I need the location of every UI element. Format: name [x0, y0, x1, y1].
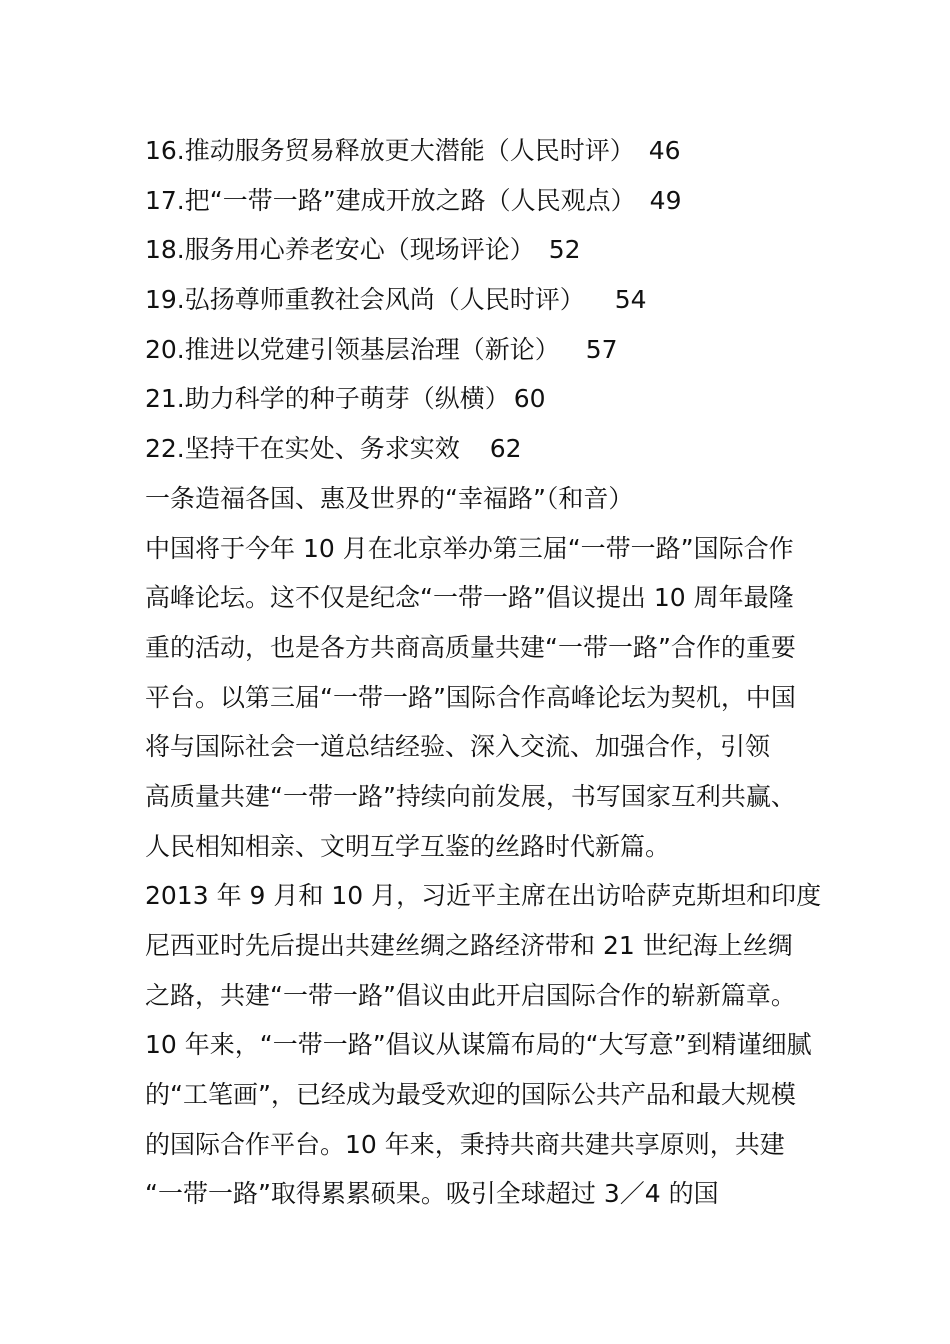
toc-entry: [145, 374, 845, 424]
paragraph-line: 平台。以第三届“一带一路”国际合作高峰论坛为契机，中国: [145, 682, 796, 712]
toc-entry-page: 57: [585, 334, 618, 364]
toc-entry-page: 60: [513, 384, 546, 414]
paragraph-line: 2013 年 9 月和 10 月，习近平主席在出访哈萨克斯坦和印度: [145, 881, 822, 911]
toc-entry: [145, 176, 845, 226]
toc-entry-title: 19.弘扬尊师重教社会风尚（人民时评）: [145, 285, 585, 315]
toc-entry-title: 17.把“一带一路”建成开放之路（人民观点）: [145, 185, 636, 215]
article-title: 一条造福各国、惠及世界的“幸福路”（和音）: [145, 483, 634, 513]
paragraph-line: 之路，共建“一带一路”倡议由此开启国际合作的崭新篇章。: [145, 980, 796, 1010]
paragraph-line: 10 年来，“一带一路”倡议从谋篇布局的“大写意”到精谨细腻: [145, 1030, 812, 1060]
toc-entry: [145, 225, 845, 275]
paragraph-line: 高峰论坛。这不仅是纪念“一带一路”倡议提出 10 周年最隆: [145, 583, 794, 613]
toc-entry-page: 52: [548, 235, 581, 265]
toc-entry: [145, 275, 845, 325]
toc-entry-title: 16.推动服务贸易释放更大潜能（人民时评）: [145, 136, 635, 165]
toc-entry-title: 18.服务用心养老安心（现场评论）: [145, 235, 535, 265]
toc-entry: [145, 126, 845, 176]
toc-entry-page: 49: [649, 185, 682, 215]
paragraph-line: 高质量共建“一带一路”持续向前发展，书写国家互利共赢、: [145, 781, 796, 811]
toc-entry-title: 22.坚持干在实处、务求实效: [145, 434, 460, 464]
toc-entry: [145, 325, 845, 375]
toc-entry: [145, 424, 845, 474]
paragraph-line: 中国将于今年 10 月在北京举办第三届“一带一路”国际合作: [145, 533, 794, 563]
toc-entry-title: 21.助力科学的种子萌芽（纵横）: [145, 384, 510, 414]
document-body: [145, 126, 845, 1219]
toc-entry-page: 46: [648, 136, 681, 165]
paragraph-line: 的国际合作平台。10 年来，秉持共商共建共享原则，共建: [145, 1129, 785, 1159]
paragraph-line: 将与国际社会一道总结经验、深入交流、加强合作，引领: [145, 732, 771, 762]
paragraph-line: 重的活动，也是各方共商高质量共建“一带一路”合作的重要: [145, 632, 796, 662]
toc-entry-page: 54: [614, 285, 647, 315]
toc-entry-page: 62: [489, 434, 522, 464]
paragraph-line: “一带一路”取得累累硕果。吸引全球超过 3／4 的国: [145, 1179, 719, 1209]
paragraph-line: 人民相知相亲、文明互学互鉴的丝路时代新篇。: [145, 831, 671, 861]
paragraph-line: 的“工笔画”，已经成为最受欢迎的国际公共产品和最大规模: [145, 1080, 796, 1110]
paragraph-line: 尼西亚时先后提出共建丝绸之路经济带和 21 世纪海上丝绸: [145, 931, 793, 960]
toc-entry-title: 20.推进以党建引领基层治理（新论）: [145, 334, 560, 364]
